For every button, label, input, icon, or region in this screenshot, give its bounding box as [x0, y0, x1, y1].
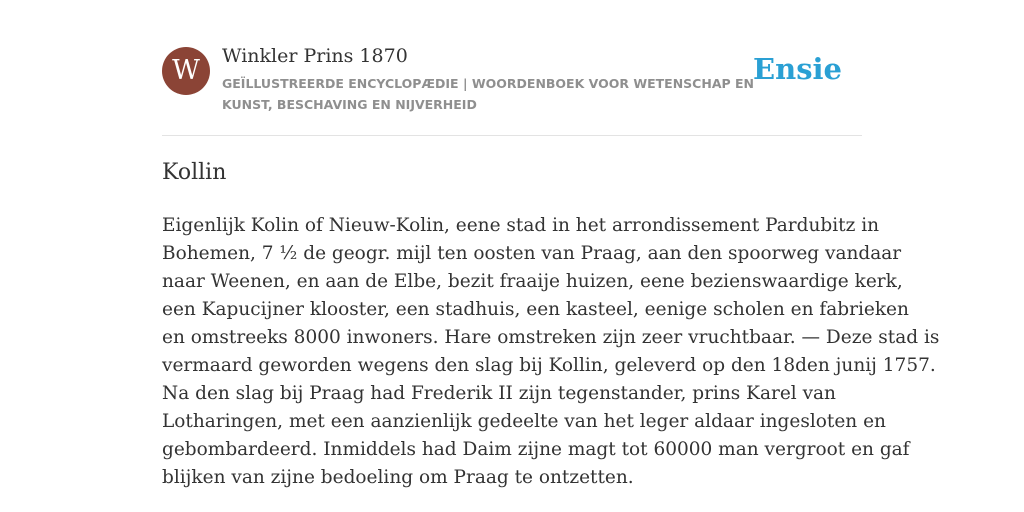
- source-title[interactable]: Winkler Prins 1870: [222, 45, 408, 67]
- ensie-logo-link[interactable]: Ensie: [753, 52, 842, 86]
- source-avatar[interactable]: W: [162, 47, 210, 95]
- entry-body-line: Eigenlijk Kolin of Nieuw-Kolin, eene stad in het arrondissement Pardubitz in: [162, 215, 880, 236]
- entry-body-line: Na den slag bij Praag had Frederik II zijn tegenstander, prins Karel van: [162, 383, 836, 404]
- entry-body: [162, 212, 940, 492]
- entry-body-line: een Kapucijner klooster, een stadhuis, een kasteel, eenige scholen en fabrieken: [162, 299, 909, 320]
- entry-body-line: en omstreeks 8000 inwoners. Hare omstreken zijn zeer vruchtbaar. — Deze stad is: [162, 327, 940, 348]
- entry-body-line: Lotharingen, met een aanzienlijk gedeelte van het leger aldaar ingesloten en: [162, 411, 886, 432]
- entry-body-line: blijken van zijne bedoeling om Praag te ontzetten.: [162, 467, 634, 488]
- entry-body-line: vermaard geworden wegens den slag bij Kollin, geleverd op den 18den junij 1757.: [162, 355, 936, 376]
- entry-title: Kollin: [162, 160, 227, 185]
- header-divider: [162, 135, 862, 136]
- entry-body-line: Bohemen, 7 ½ de geogr. mijl ten oosten van Praag, aan den spoorweg vandaar: [162, 243, 902, 264]
- source-subtitle: GEÏLLUSTREERDE ENCYCLOPÆDIE | WOORDENBOEK VOOR WETENSCHAP EN KUNST, BESCHAVING EN NIJVERHEID: [222, 76, 755, 112]
- entry-body-line: naar Weenen, en aan de Elbe, bezit fraaije huizen, eene bezienswaardige kerk,: [162, 271, 903, 292]
- entry-body-line: gebombardeerd. Inmiddels had Daim zijne magt tot 60000 man vergroot en gaf: [162, 439, 910, 460]
- source-header: [162, 44, 862, 135]
